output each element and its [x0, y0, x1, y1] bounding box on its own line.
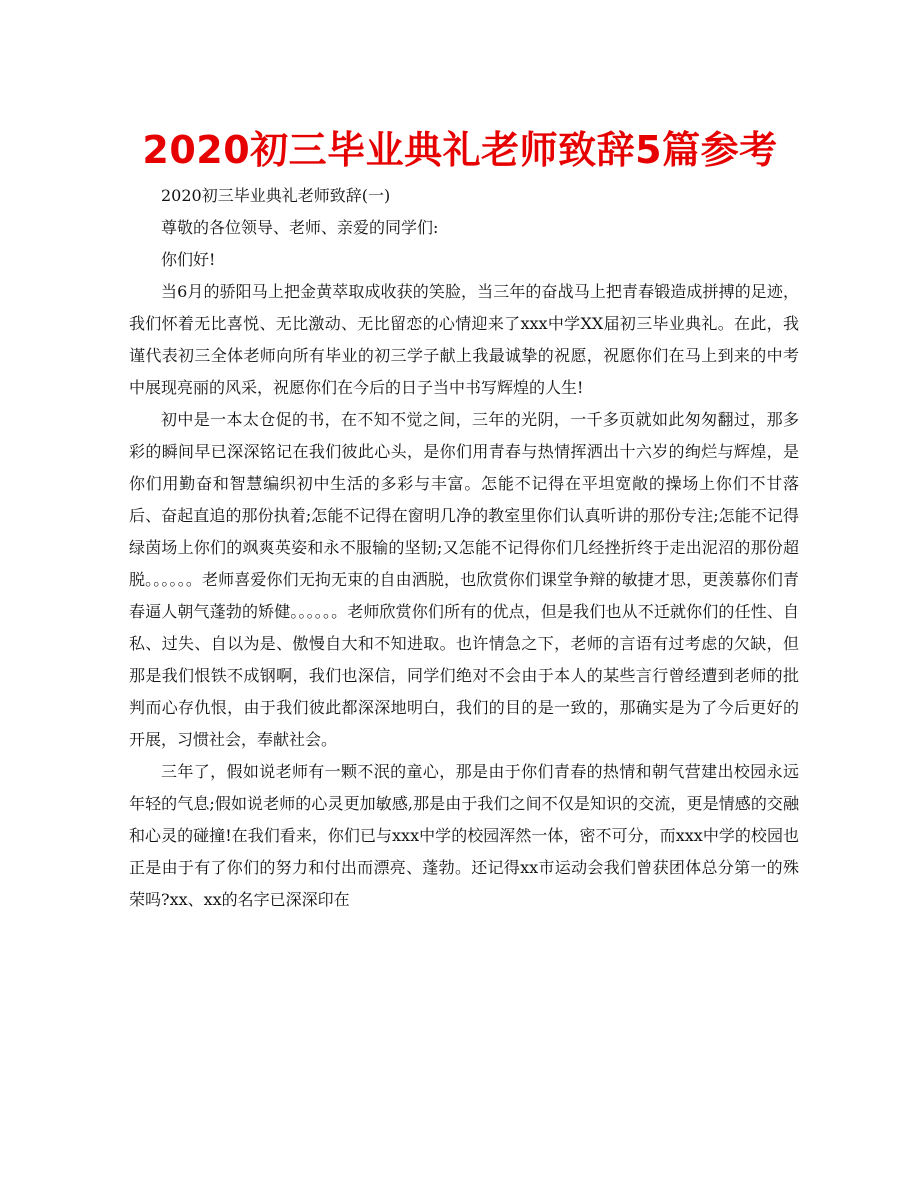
body-paragraph: 当6月的骄阳马上把金黄萃取成收获的笑脸，当三年的奋战马上把青春锻造成拼搏的足迹，我们怀着无比喜悦、无比激动、无比留恋的心情迎来了xxx中学XX届初三毕业典礼。在此，我谨代表初三全体老师向所有毕业的初三学子献上我最诚挚的祝愿，祝愿你们在马上到来的中考中展现亮丽的风采，祝愿你们在今后的日子当中书写辉煌的人生! [129, 282, 799, 397]
greeting: 你们好! [161, 250, 216, 269]
body-paragraph: 初中是一本太仓促的书，在不知不觉之间，三年的光阴，一千多页就如此匆匆翻过，那多彩的瞬间早已深深铭记在我们彼此心头，是你们用青春与热情挥洒出十六岁的绚烂与辉煌，是你们用勤奋和智慧编织初中生活的多彩与丰富。怎能不记得在平坦宽敞的操场上你们不甘落后、奋起直追的那份执着;怎能不记得在窗明几净的教室里你们认真听讲的那份专注;怎能不记得绿茵场上你们的飒爽英姿和永不服输的坚韧;又怎能不记得你们几经挫折终于走出泥沼的那份超脱。。。。。。老师喜爱你们无拘无束的自由洒脱，也欣赏你们课堂争辩的敏捷才思，更羡慕你们青春逼人朝气蓬勃的矫健。。。。。。老师欣赏你们所有的优点，但是我们也从不迁就你们的任性、自私、过失、自以为是、傲慢自大和不知进取。也许情急之下，老师的言语有过考虑的欠缺，但那是我们恨铁不成钢啊，我们也深信，同学们绝对不会由于本人的某些言行曾经遭到老师的批判而心存仇恨，由于我们彼此都深深地明白，我们的目的是一致的，那确实是为了今后更好的开展，习惯社会，奉献社会。 [129, 410, 799, 749]
document-title: 2020初三毕业典礼老师致辞5篇参考 [142, 128, 778, 172]
body-paragraph: 三年了，假如说老师有一颗不泯的童心，那是由于你们青春的热情和朝气营建出校园永远年轻的气息;假如说老师的心灵更加敏感,那是由于我们之间不仅是知识的交流，更是情感的交融和心灵的碰撞!在我们看来，你们已与xxx中学的校园浑然一体，密不可分，而xxx中学的校园也正是由于有了你们的努力和付出而漂亮、蓬勃。还记得xx市运动会我们曾获团体总分第一的殊荣吗?xx、xx的名字已深深印在 [129, 762, 799, 909]
section-heading: 2020初三毕业典礼老师致辞(一) [161, 186, 391, 205]
salutation: 尊敬的各位领导、老师、亲爱的同学们: [161, 218, 439, 237]
document-body [129, 180, 799, 916]
